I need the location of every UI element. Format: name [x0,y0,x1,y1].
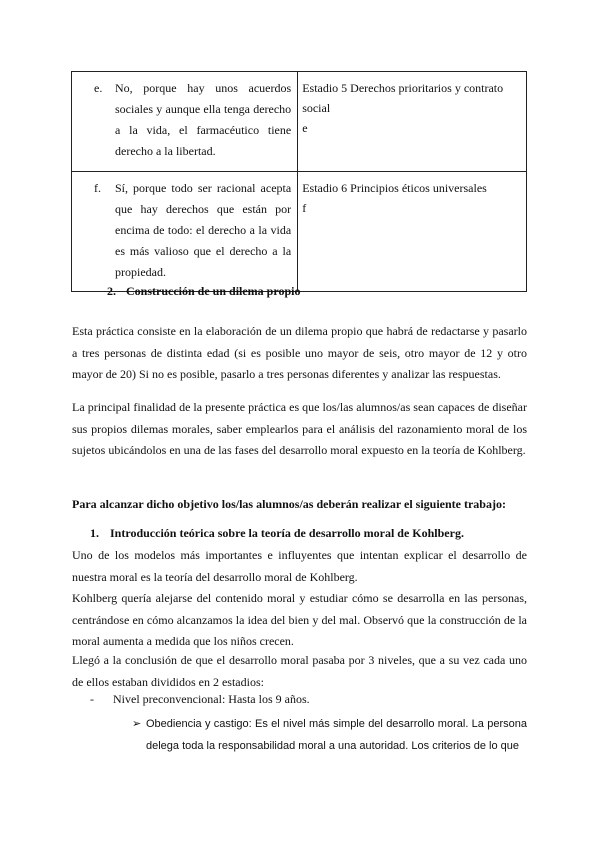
stages-table [71,71,527,292]
section-title: Construcción de un dilema propio [126,284,301,298]
section-title: Introducción teórica sobre la teoría de desarrollo moral de Kohlberg. [110,526,464,540]
paragraph: Uno de los modelos más importantes e influyentes que intentan explicar el desarrollo de nuestra moral es la teoría del desarrollo moral de Kohlberg. [72,548,527,584]
table-cell-answer [72,72,298,172]
table-cell-stage [298,172,527,292]
table-row [72,72,527,172]
answer-text: No, porque hay unos acuerdos sociales y aunque ella tenga derecho a la vida, el farmacéutico tiene derecho a la libertad. [115,81,292,158]
paragraph: Kohlberg quería alejarse del contenido moral y estudiar cómo se desarrolla en las personas, centrándose en cómo alcanzamos la idea del bien y del mal. Observó que la construcción de la moral aumenta a medida que los niños crecen. [72,591,527,648]
section-number: 2. [107,284,116,298]
section-heading [107,284,300,299]
table-cell-answer [72,172,298,292]
list-marker: f. [94,181,101,195]
paragraph: La principal finalidad de la presente práctica es que los/las alumnos/as sean capaces de diseñar sus propios dilemas morales, saber emplearlos para el análisis del razonamiento moral de los sujetos ubicándolos en una de las fases del desarrollo moral expuesto en la teoría de Kohlberg. [72,400,527,457]
sub-bullet-item [132,714,527,757]
section-heading [90,526,464,541]
arrow-bullet-icon: ➢ [132,718,142,730]
stage-letter: e [302,121,308,135]
paragraph-bold: Para alcanzar dicho objetivo los/las alumnos/as deberán realizar el siguiente trabajo: [72,497,506,511]
list-item [72,72,297,166]
dash-marker: - [90,692,94,706]
stage-title: Estadio 5 Derechos prioritarios y contrato social [302,81,504,115]
paragraph: Llegó a la conclusión de que el desarrollo moral pasaba por 3 niveles, que a su vez cada uno de ellos estaban divididos en 2 estadios: [72,653,527,689]
table-cell-stage [298,72,527,172]
section-number: 1. [90,526,99,540]
stage-title: Estadio 6 Principios éticos universales [302,181,487,195]
sub-bullet-text: Obediencia y castigo: Es el nivel más simple del desarrollo moral. La persona delega toda la responsabilidad moral a una autoridad. Los criterios de lo que [146,718,527,752]
bullet-item [90,692,310,707]
list-item [72,172,297,287]
answer-text: Sí, porque todo ser racional acepta que hay derechos que están por encima de todo: el derecho a la vida es más valioso que el derecho a la propiedad. [115,181,292,279]
bullet-text: Nivel preconvencional: Hasta los 9 años. [113,692,310,706]
list-marker: e. [94,81,103,95]
stage-letter: f [302,201,307,215]
paragraph: Esta práctica consiste en la elaboración de un dilema propio que habrá de redactarse y pasarlo a tres personas de distinta edad (si es posible uno mayor de seis, otro mayor de 12 y otro mayor de 20) Si no es posible, pasarlo a tres personas diferentes y analizar las respuestas. [72,324,527,381]
table-row [72,172,527,292]
